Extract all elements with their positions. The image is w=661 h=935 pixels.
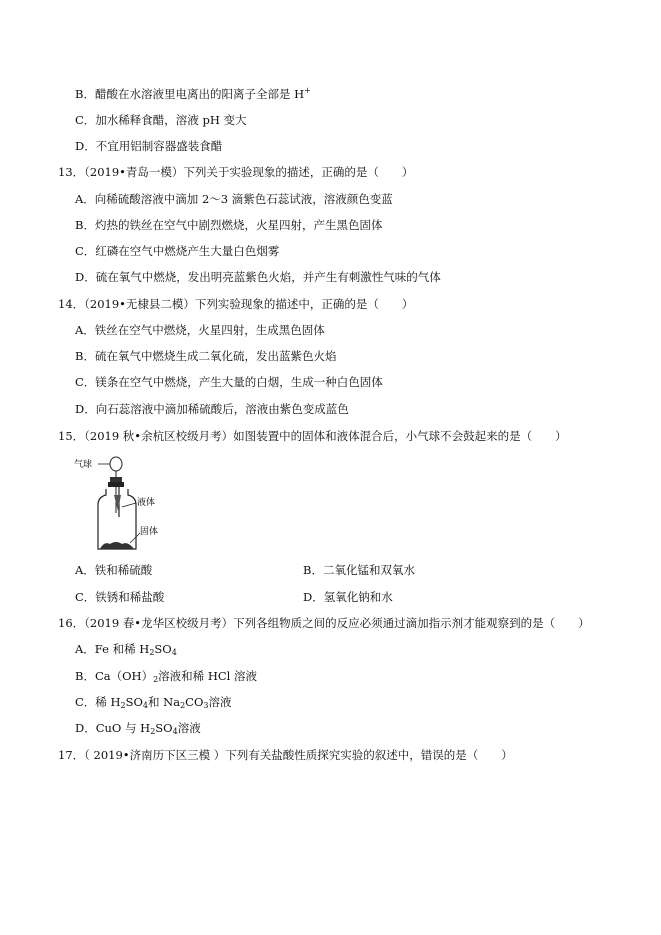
q12-option-c: C．加水稀释食醋，溶液 pH 变大 bbox=[75, 113, 247, 127]
q15-option-a: A．铁和稀硫酸 bbox=[75, 563, 153, 577]
subscript: 4 bbox=[172, 727, 178, 736]
subscript: 3 bbox=[203, 701, 209, 710]
balloon-label: 气球 bbox=[74, 460, 93, 470]
q12-option-d: D．不宜用铝制容器盛装食醋 bbox=[75, 139, 223, 153]
superscript: + bbox=[304, 86, 311, 95]
text: A．Fe 和稀 H bbox=[75, 642, 150, 656]
text: 和 Na bbox=[147, 695, 181, 709]
q12-option-b bbox=[75, 86, 311, 102]
q17-stem: 17．（ 2019•济南历下区三模 ）下列有关盐酸性质探究实验的叙述中，错误的是（ ） bbox=[58, 748, 513, 762]
subscript: 4 bbox=[142, 701, 148, 710]
q15-stem: 15．（2019 秋•余杭区校级月考）如图装置中的固体和液体混合后，小气球不会鼓起来的是（ ） bbox=[58, 429, 567, 443]
balloon-shape bbox=[110, 457, 122, 471]
q16-option-b bbox=[75, 668, 257, 684]
q14-option-c: C．镁条在空气中燃烧，产生大量的白烟，生成一种白色固体 bbox=[75, 375, 383, 389]
text: 溶液 bbox=[208, 695, 232, 709]
q12-option-b-text: B．醋酸在水溶液里电离出的阳离子全部是 H bbox=[75, 87, 305, 101]
liquid-label: 液体 bbox=[137, 498, 156, 508]
apparatus-figure bbox=[70, 455, 180, 555]
text: C．稀 H bbox=[75, 695, 121, 709]
q16-stem: 16．（2019 春•龙华区校级月考）下列各组物质之间的反应必须通过滴加指示剂才能观察到的是（ ） bbox=[58, 616, 590, 630]
subscript: 2 bbox=[150, 727, 156, 736]
q15-option-b: B．二氧化锰和双氧水 bbox=[303, 563, 415, 577]
text: SO bbox=[125, 695, 143, 709]
text: 溶液和稀 HCl 溶液 bbox=[158, 669, 257, 683]
q13-option-b: B．灼热的铁丝在空气中剧烈燃烧，火星四射，产生黑色固体 bbox=[75, 218, 383, 232]
q15-option-d: D．氢氧化钠和水 bbox=[303, 590, 393, 604]
subscript: 2 bbox=[149, 648, 155, 657]
q16-option-a bbox=[75, 641, 177, 657]
q13-stem: 13．（2019•青岛一模）下列关于实验现象的描述，正确的是（ ） bbox=[58, 165, 414, 179]
text: SO bbox=[154, 642, 172, 656]
q13-option-d: D．硫在氧气中燃烧，发出明亮蓝紫色火焰，并产生有刺激性气味的气体 bbox=[75, 270, 441, 284]
text: SO bbox=[155, 721, 173, 735]
text: D．CuO 与 H bbox=[75, 721, 151, 735]
q16-option-d bbox=[75, 720, 201, 736]
q14-option-b: B．硫在氧气中燃烧生成二氧化硫，发出蓝紫色火焰 bbox=[75, 349, 337, 363]
q15-option-c: C．铁锈和稀盐酸 bbox=[75, 590, 165, 604]
q16-option-c bbox=[75, 694, 231, 710]
q14-stem: 14．（2019•无棣县二模）下列实验现象的描述中，正确的是（ ） bbox=[58, 297, 414, 311]
q13-option-c: C．红磷在空气中燃烧产生大量白色烟雾 bbox=[75, 244, 280, 258]
subscript: 2 bbox=[180, 701, 186, 710]
q14-option-a: A．铁丝在空气中燃烧，火星四射，生成黑色固体 bbox=[75, 323, 325, 337]
text: CO bbox=[185, 695, 204, 709]
liquid-in-funnel bbox=[114, 495, 121, 511]
text: B．Ca（OH） bbox=[75, 669, 154, 683]
subscript: 2 bbox=[153, 675, 159, 684]
flask-balloon-diagram bbox=[70, 455, 180, 555]
solid-material bbox=[100, 542, 134, 549]
subscript: 2 bbox=[120, 701, 126, 710]
solid-label: 固体 bbox=[140, 527, 159, 537]
text: 溶液 bbox=[177, 721, 201, 735]
q13-option-a: A．向稀硫酸溶液中滴加 2～3 滴紫色石蕊试液，溶液颜色变蓝 bbox=[75, 192, 393, 206]
q14-option-d: D．向石蕊溶液中滴加稀硫酸后，溶液由紫色变成蓝色 bbox=[75, 402, 349, 416]
subscript: 4 bbox=[171, 648, 177, 657]
